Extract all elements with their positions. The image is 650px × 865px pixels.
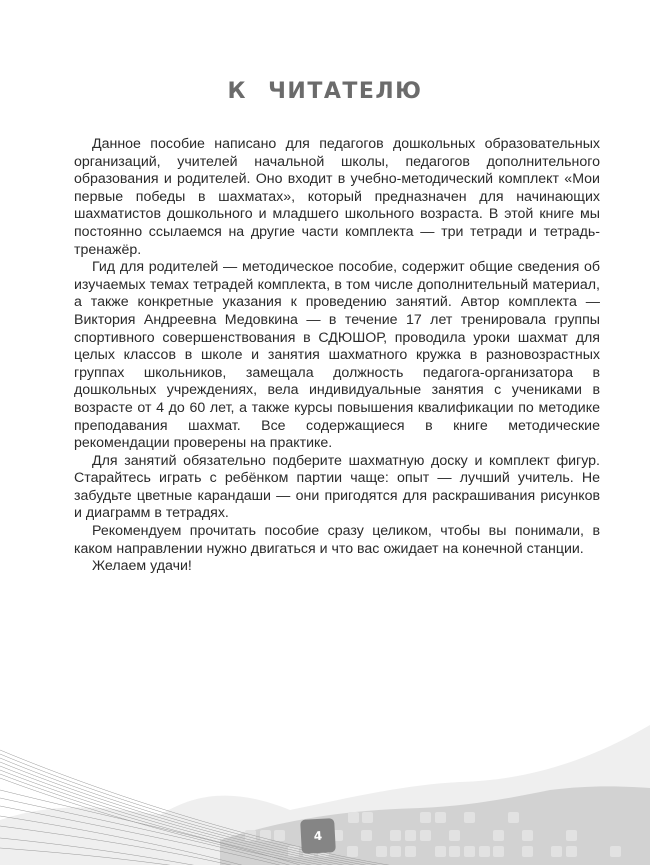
paragraph-materials: Для занятий обязательно подберите шахматную доску и комплект фигур. Старайтесь играть с ребёнком партии чаще: опыт — лучший учитель. Не забудьте цветные карандаши — они пригодятся для раскрашивания рисунков и диаграмм в тетрадях.: [74, 452, 600, 522]
page-title: К ЧИТАТЕЛЮ: [227, 78, 423, 104]
paragraph-recommendation: Рекомендуем прочитать пособие сразу целиком, чтобы вы понимали, в каком направлении нужно двигаться и что вас ожидает на конечной станции.: [74, 523, 600, 557]
page-number-badge: 4: [300, 818, 336, 854]
body-text: [74, 136, 600, 576]
paragraph-intro: Данное пособие написано для педагогов дошкольных образовательных организаций, учителей начальной школы, педагогов дополнительного образования и родителей. Оно входит в учебно-методический комплект «Мои первые победы в шахматах», который предназначен для начинающих шахматистов дошкольного и младшего школьного возраста. В этой книге мы постоянно ссылаемся на другие части комплекта — три тетради и тетрадь-тренажёр.: [74, 136, 600, 258]
paragraph-wishes: Желаем удачи!: [92, 558, 192, 575]
paragraph-guide: Гид для родителей — методическое пособие, содержит общие сведения об изучаемых темах тетрадей комплекта, в том числе дополнительный материал, а также конкретные указания к проведению занятий. Автор комплекта — Виктория Андреевна Медовкина — в течение 17 лет тренировала группы спортивного совершенствования в СДЮШОР, проводила уроки шахмат для целых классов в школе и занятия шахматного кружка в разновозрастных группах школьников, замещала должность педагога-организатора в дошкольных учреждениях, вела индивидуальные занятия с учениками в возрасте от 4 до 60 лет, а также курсы повышения квалификации по методике преподавания шахмат. Все содержащиеся в книге методические рекомендации проверены на практике.: [74, 259, 600, 452]
